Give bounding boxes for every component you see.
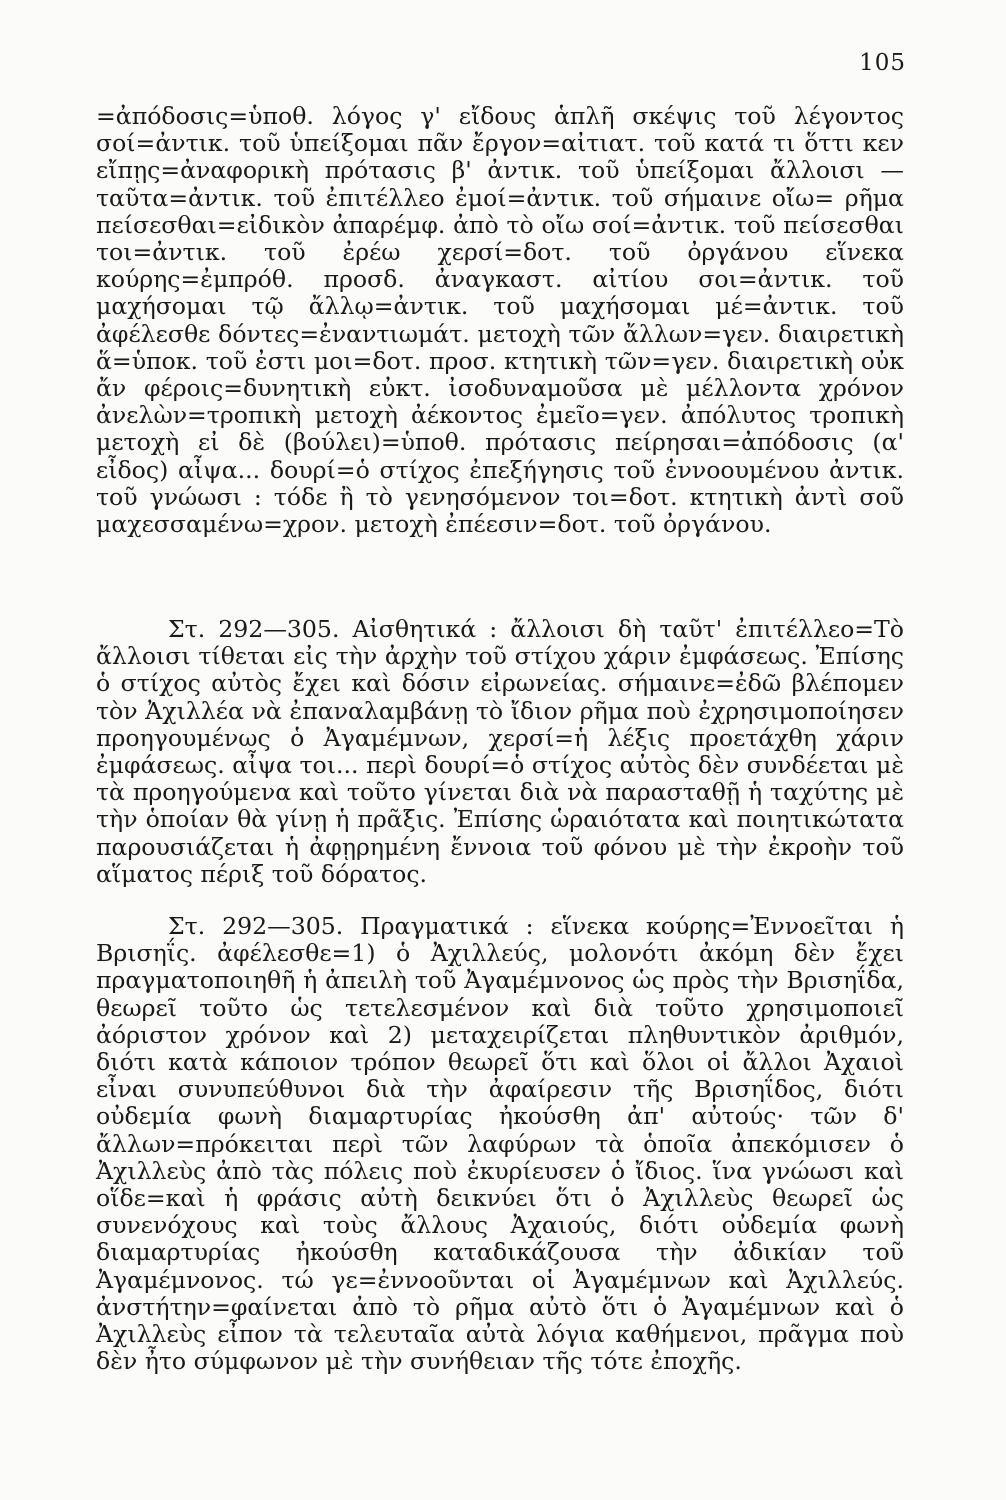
paragraph-text: =ἀπόδοσις=ὑποθ. λόγος γ' εἴδους ἁπλῆ σκέψις τοῦ λέγοντος σοί=ἀντικ. τοῦ ὑπείξομαι πᾶν ἔργον=αἰτιατ. τοῦ κατά τι ὅττι κεν εἴπῃς=ἀναφορικὴ πρότασις β' ἀντικ. τοῦ ὑπείξομαι ἄλλοισι —ταῦτα=ἀντικ. τοῦ ἐπιτέλλεο ἐμοί=ἀντικ. τοῦ σήμαινε οἴω= ρῆμα πείσεσθαι=εἰδικὸν ἀπαρέμφ. ἀπὸ τὸ οἴω σοί=ἀντικ. τοῦ πείσεσθαι τοι=ἀντικ. τοῦ ἐρέω χερσί=δοτ. τοῦ ὀργάνου εἵνεκα κούρης=ἐμπρόθ. προσδ. ἀναγκαστ. αἰτίου σοι=ἀντικ. τοῦ μαχήσομαι τῷ ἄλλῳ=ἀντικ. τοῦ μαχήσομαι μέ=ἀντικ. τοῦ ἀφέλεσθε δόντες=ἐναντιωμάτ. μετοχὴ τῶν ἄλλων=γεν. διαιρετικὴ ἅ=ὑποκ. τοῦ ἐστι μοι=δοτ. προσ. κτητικὴ τῶν=γεν. διαιρετικὴ οὐκ ἄν φέροις=δυνητικὴ εὐκτ. ἰσοδυναμοῦσα μὲ μέλλοντα χρόνον ἀνελὼν=τροπικὴ μετοχὴ ἀέκοντος ἐμεῖο=γεν. ἀπόλυτος τροπικὴ μετοχὴ εἰ δὲ (βούλει)=ὑποθ. πρότασις πείρησαι=ἀπόδοσις (α' εἶδος) αἶψα... δουρί=ὁ στίχος ἐπεξήγησις τοῦ ἐννοουμένου ἀντικ. τοῦ γνώωσι : τόδε ἢ τὸ γενησόμενον τοι=δοτ. κτητικὴ ἀντὶ σοῦ μαχεσσαμένω=χρον. μετοχὴ ἐπέεσιν=δοτ. τοῦ ὀργάνου. (96, 102, 904, 539)
paragraph-grammar-notes (96, 103, 904, 538)
paragraph-text: Στ. 292—305. Πραγματικά : εἵνεκα κούρης=Ἐννοεῖται ἡ Βρισηΐς. ἀφέλεσθε=1) ὁ Ἀχιλλεύς, μολονότι ἀκόμη δὲν ἔχει πραγματοποιηθῆ ἡ ἀπειλὴ τοῦ Ἀγαμέμνονος ὡς πρὸς τὴν Βρισηΐδα, θεωρεῖ τοῦτο ὡς τετελεσμένον καὶ διὰ τοῦτο χρησιμοποιεῖ ἀόριστον χρόνον καὶ 2) μεταχειρίζεται πληθυντικὸν ἀριθμόν, διότι κατὰ κάποιον τρόπον θεωρεῖ ὅτι καὶ ὅλοι οἱ ἄλλοι Ἀχαιοὶ εἶναι συνυπεύθυνοι διὰ τὴν ἀφαίρεσιν τῆς Βρισηΐδος, διότι οὐδεμία φωνὴ διαμαρτυρίας ἠκούσθη ἀπ' αὐτούς· τῶν δ' ἄλλων=πρόκειται περὶ τῶν λαφύρων τὰ ὁποῖα ἀπεκόμισεν ὁ Ἀχιλλεὺς ἀπὸ τὰς πόλεις ποὺ ἐκυρίευσεν ὁ ἴδιος. ἵνα γνώωσι καὶ οἵδε=καὶ ἡ φράσις αὐτὴ δεικνύει ὅτι ὁ Ἀχιλλεὺς θεωρεῖ ὡς συνενόχους καὶ τοὺς ἄλλους Ἀχαιούς, διότι οὐδεμία φωνὴ διαμαρτυρίας ἠκούσθη καταδικάζουσα τὴν ἀδικίαν τοῦ Ἀγαμέμνονος. τώ γε=ἐννοοῦνται οἱ Ἀγαμέμνων καὶ Ἀχιλλεύς. ἀνστήτην=φαίνεται ἀπὸ τὸ ρῆμα αὐτὸ ὅτι ὁ Ἀγαμέμνων καὶ ὁ Ἀχιλλεὺς εἶπον τὰ τελευταῖα αὐτὰ λόγια καθήμενοι, πρᾶγμα ποὺ δὲν ἦτο σύμφωνον μὲ τὴν συνήθειαν τῆς τότε ἐποχῆς. (96, 912, 904, 1376)
page-number: 105 (859, 50, 906, 76)
paragraph-text: Στ. 292—305. Αἰσθητικά : ἄλλοισι δὴ ταῦτ' ἐπιτέλλεο=Τὸ ἄλλοισι τίθεται εἰς τὴν ἀρχὴν τοῦ στίχου χάριν ἐμφάσεως. Ἐπίσης ὁ στίχος αὐτὸς ἔχει καὶ δόσιν εἰρωνείας. σήμαινε=ἐδῶ βλέπομεν τὸν Ἀχιλλέα νὰ ἐπαναλαμβάνῃ τὸ ἴδιον ρῆμα ποὺ ἐχρησιμοποίησεν προηγουμένως ὁ Ἀγαμέμνων, χερσί=ἡ λέξις προετάχθη χάριν ἐμφάσεως. αἶψα τοι... περὶ δουρί=ὁ στίχος αὐτὸς δὲν συνδέεται μὲ τὰ προηγούμενα καὶ τοῦτο γίνεται διὰ νὰ παρασταθῇ ἡ ταχύτης μὲ τὴν ὁποίαν θὰ γίνῃ ἡ πρᾶξις. Ἐπίσης ὡραιότατα καὶ ποιητικώτατα παρουσιάζεται ἡ ἀφῃρημένη ἔννοια τοῦ φόνου μὲ τὴν ἐκροὴν τοῦ αἵματος πέριξ τοῦ δόρατος. (96, 615, 904, 888)
paragraph-realia (96, 913, 904, 1375)
paragraph-aesthetics (96, 616, 904, 888)
